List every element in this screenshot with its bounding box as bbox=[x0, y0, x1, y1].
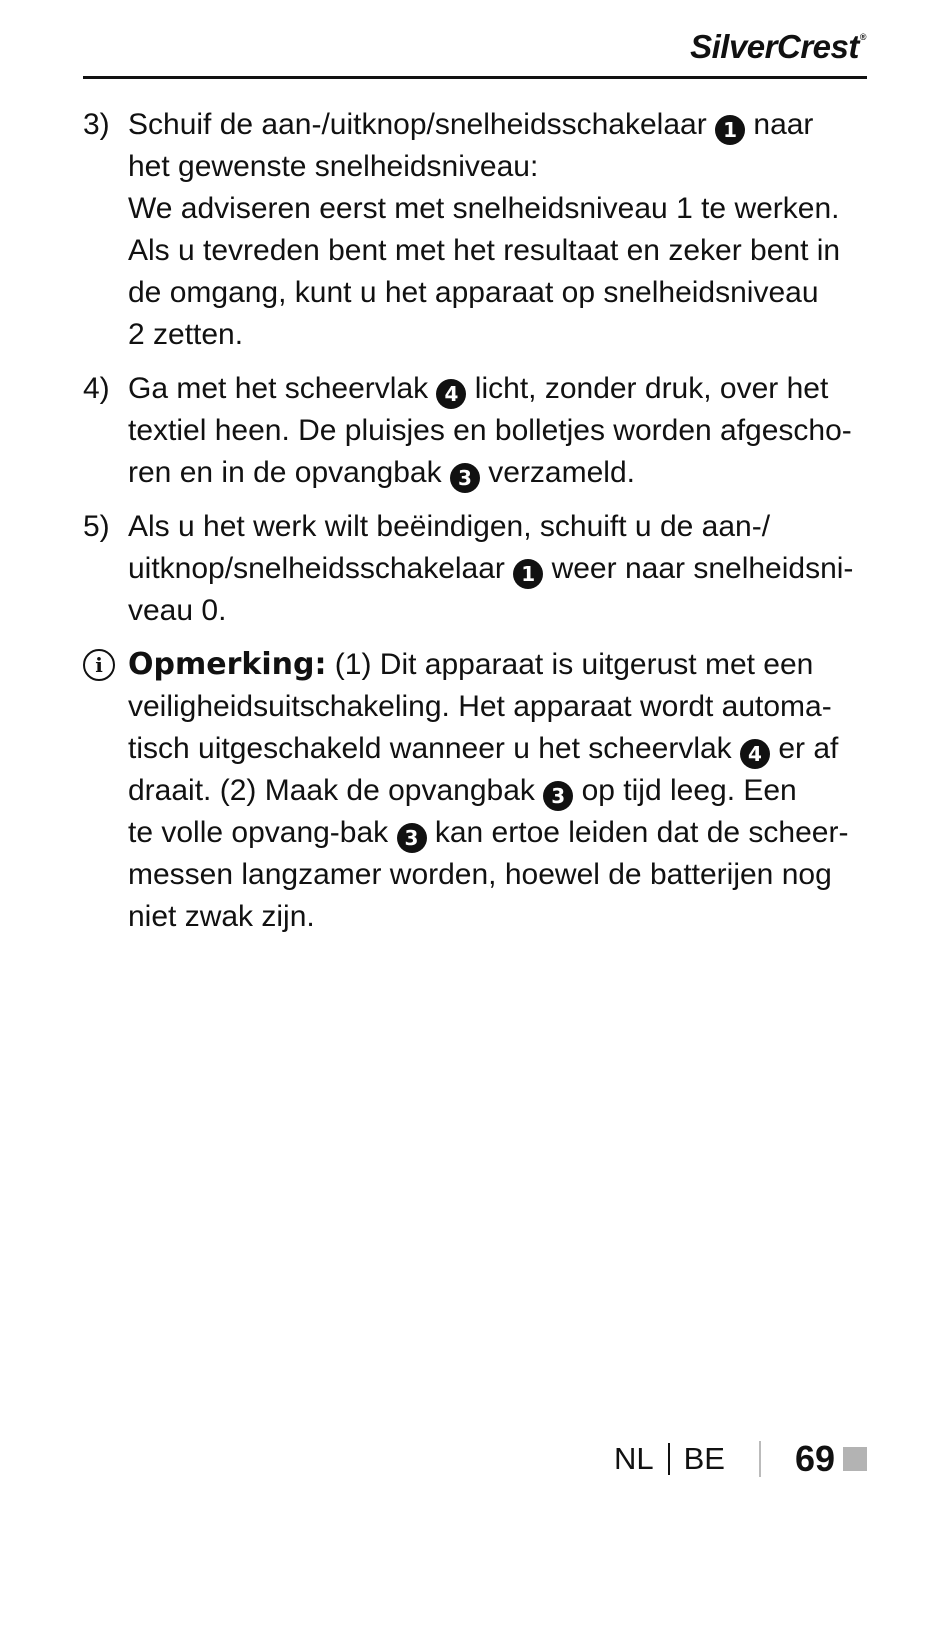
page-footer bbox=[614, 1436, 867, 1482]
brand-name: SilverCrest bbox=[690, 28, 859, 65]
part-badge: 3 bbox=[450, 463, 480, 493]
part-badge: 1 bbox=[513, 559, 543, 589]
step-line: Als u tevreden bent met het resultaat en zeker bent in bbox=[128, 234, 841, 267]
note bbox=[83, 644, 873, 938]
info-icon: i bbox=[83, 649, 115, 681]
note-line: niet zwak zijn. bbox=[128, 900, 315, 933]
note-line: draait. (2) Maak de opvangbak 3 op tijd leeg. Een bbox=[128, 770, 873, 812]
step-line: 2 zetten. bbox=[128, 318, 244, 351]
step-line: veau 0. bbox=[128, 594, 227, 627]
note-line: te volle opvang-bak 3 kan ertoe leiden dat de scheer- bbox=[128, 812, 873, 854]
step-line: We adviseren eerst met snelheidsniveau 1 te werken. bbox=[128, 192, 840, 225]
divider bbox=[668, 1443, 670, 1475]
instructions bbox=[83, 104, 873, 938]
step-line: de omgang, kunt u het apparaat op snelheidsniveau bbox=[128, 276, 819, 309]
part-badge: 3 bbox=[397, 823, 427, 853]
step-line: Ga met het scheervlak 4 licht, zonder druk, over het bbox=[128, 368, 873, 410]
part-badge: 1 bbox=[715, 115, 745, 145]
divider bbox=[759, 1441, 761, 1477]
part-badge: 4 bbox=[436, 379, 466, 409]
note-line: tisch uitgeschakeld wanneer u het scheervlak 4 er af bbox=[128, 728, 873, 770]
note-line: messen langzamer worden, hoewel de batterijen nog bbox=[128, 858, 832, 891]
step-line: uitknop/snelheidsschakelaar 1 weer naar snelheidsni- bbox=[128, 548, 873, 590]
part-badge: 4 bbox=[740, 739, 770, 769]
step-number: 4) bbox=[83, 372, 110, 405]
header-rule bbox=[83, 76, 867, 79]
note-line: Opmerking: (1) Dit apparaat is uitgerust met een bbox=[128, 647, 814, 682]
note-title: Opmerking: bbox=[128, 647, 327, 682]
step-4 bbox=[83, 368, 873, 494]
step-line: ren en in de opvangbak 3 verzameld. bbox=[128, 452, 873, 494]
brand-logo bbox=[690, 28, 866, 66]
step-number: 5) bbox=[83, 510, 110, 543]
step-number: 3) bbox=[83, 108, 110, 141]
page-number: 69 bbox=[794, 1438, 835, 1479]
step-line: Als u het werk wilt beëindigen, schuift u de aan-/ bbox=[128, 510, 771, 543]
language-be: BE bbox=[683, 1441, 725, 1476]
language-nl: NL bbox=[613, 1441, 654, 1476]
page-marker bbox=[843, 1447, 867, 1471]
step-line: Schuif de aan-/uitknop/snelheidsschakelaar 1 naar bbox=[128, 104, 873, 146]
step-line: textiel heen. De pluisjes en bolletjes worden afgescho- bbox=[128, 414, 852, 447]
registered-mark: ® bbox=[859, 32, 866, 42]
step-3 bbox=[83, 104, 873, 356]
step-5 bbox=[83, 506, 873, 632]
part-badge: 3 bbox=[543, 781, 573, 811]
step-line: het gewenste snelheidsniveau: bbox=[128, 150, 539, 183]
note-line: veiligheidsuitschakeling. Het apparaat wordt automa- bbox=[128, 690, 832, 723]
